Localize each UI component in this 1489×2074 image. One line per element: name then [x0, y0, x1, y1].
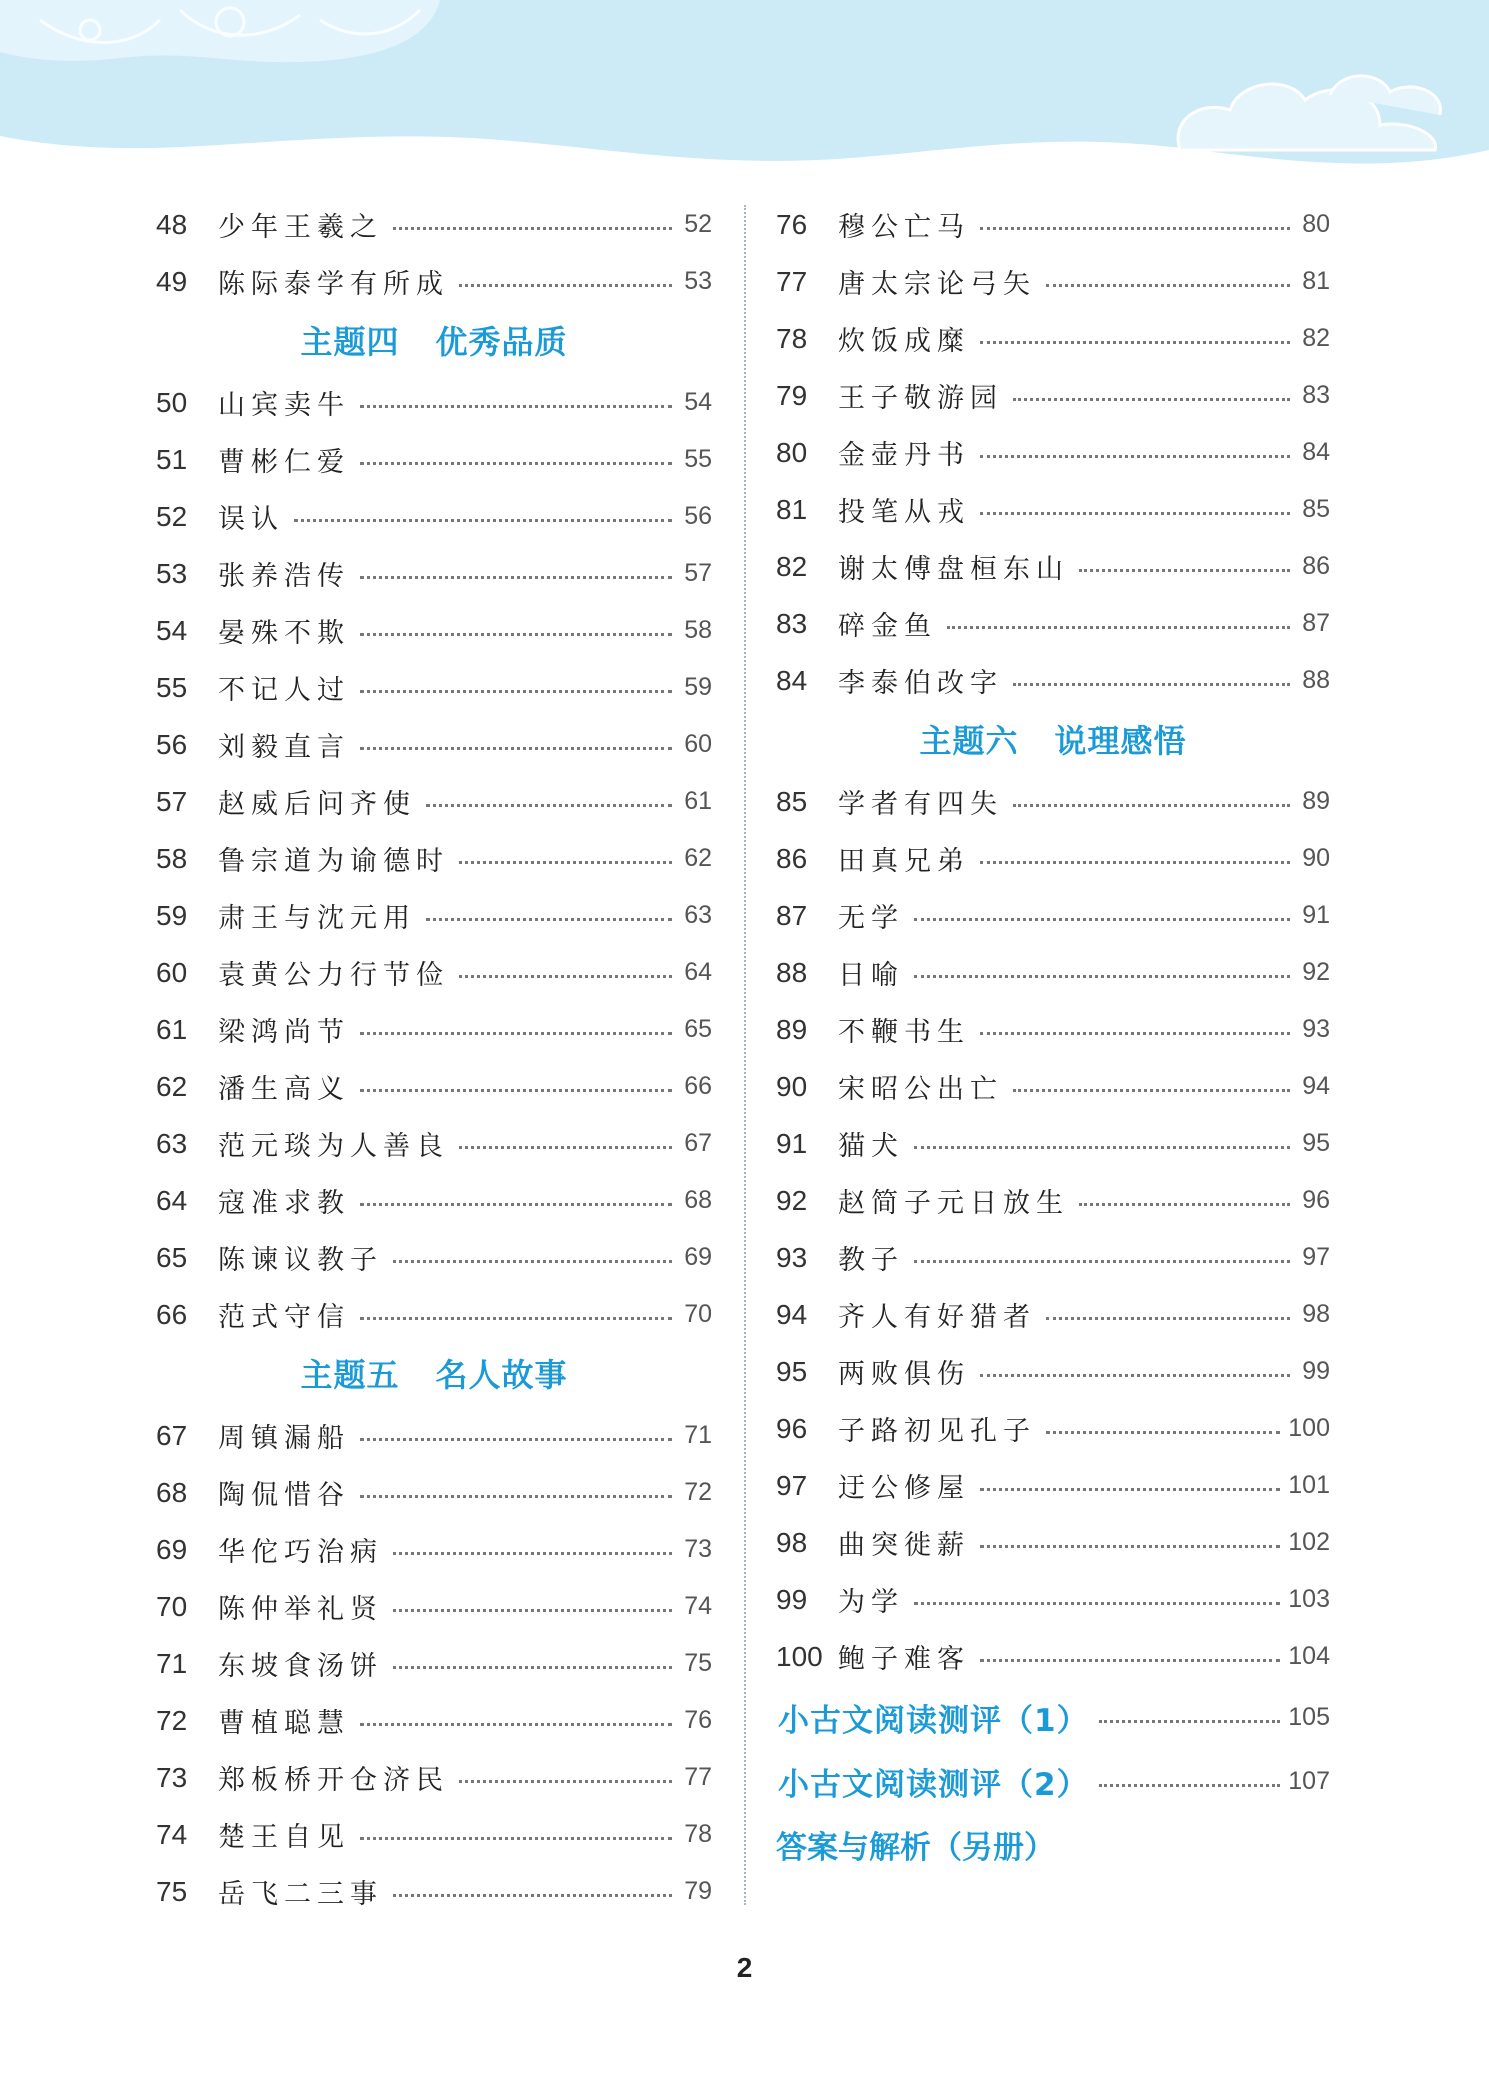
dot-leader — [360, 1317, 672, 1320]
entry-title: 潘生高义 — [218, 1074, 350, 1105]
toc-entry[interactable] — [156, 1229, 712, 1286]
entry-page: 57 — [684, 559, 712, 587]
entry-title: 晏殊不欺 — [218, 618, 350, 649]
theme-name: 优秀品质 — [435, 323, 568, 361]
entry-number: 97 — [776, 1469, 808, 1501]
dot-leader — [459, 284, 672, 287]
entry-title: 无学 — [838, 903, 904, 934]
toc-entry[interactable] — [776, 1172, 1330, 1229]
toc-entry[interactable] — [156, 1172, 712, 1229]
toc-entry[interactable] — [156, 1115, 712, 1172]
entry-number: 74 — [156, 1818, 188, 1850]
entry-page: 77 — [684, 1763, 712, 1791]
entry-number: 72 — [156, 1704, 188, 1736]
entry-title: 张养浩传 — [218, 561, 350, 592]
toc-entry[interactable] — [156, 773, 712, 830]
entry-number: 69 — [156, 1533, 188, 1565]
entry-title: 学者有四失 — [838, 789, 1003, 820]
entry-page: 99 — [1302, 1357, 1330, 1385]
toc-entry[interactable] — [776, 538, 1330, 595]
toc-entry[interactable] — [776, 253, 1330, 310]
dot-leader — [980, 1374, 1290, 1377]
entry-title: 田真兄弟 — [838, 846, 970, 877]
entry-page: 53 — [684, 267, 712, 295]
entry-number: 95 — [776, 1355, 808, 1387]
toc-entry[interactable] — [156, 253, 712, 310]
toc-entry[interactable] — [156, 830, 712, 887]
entry-title: 齐人有好猎者 — [838, 1302, 1036, 1333]
entry-page: 97 — [1302, 1243, 1330, 1271]
entry-title: 赵威后问齐使 — [218, 789, 416, 820]
entry-number: 80 — [776, 436, 808, 468]
column-divider — [744, 205, 746, 1905]
entry-title: 肃王与沈元用 — [218, 903, 416, 934]
toc-entry[interactable] — [776, 595, 1330, 652]
toc-entry[interactable] — [776, 1514, 1330, 1571]
toc-entry[interactable] — [156, 944, 712, 1001]
toc-entry[interactable] — [156, 374, 712, 431]
entry-page: 104 — [1288, 1642, 1330, 1670]
entry-page: 89 — [1302, 787, 1330, 815]
entry-number: 84 — [776, 664, 808, 696]
dot-leader — [1013, 683, 1290, 686]
entry-page: 90 — [1302, 844, 1330, 872]
dot-leader — [459, 1780, 672, 1783]
entry-title: 李泰伯改字 — [838, 668, 1003, 699]
dot-leader — [980, 1659, 1280, 1662]
dot-leader — [1013, 1089, 1290, 1092]
toc-entry[interactable] — [156, 545, 712, 602]
entry-page: 81 — [1302, 267, 1330, 295]
dot-leader — [459, 1146, 672, 1149]
dot-leader — [1099, 1720, 1281, 1723]
toc-entry[interactable] — [156, 1749, 712, 1806]
entry-number: 90 — [776, 1070, 808, 1102]
assessment-title: 小古文阅读测评（2） — [778, 1766, 1089, 1803]
entry-page: 59 — [684, 673, 712, 701]
dot-leader — [360, 633, 672, 636]
entry-page: 52 — [684, 210, 712, 238]
entry-number: 65 — [156, 1241, 188, 1273]
entry-title: 日喻 — [838, 960, 904, 991]
dot-leader — [947, 626, 1290, 629]
dot-leader — [294, 519, 672, 522]
dot-leader — [980, 227, 1290, 230]
toc-entry[interactable] — [156, 196, 712, 253]
toc-entry[interactable] — [776, 773, 1330, 830]
entry-page: 61 — [684, 787, 712, 815]
entry-number: 68 — [156, 1476, 188, 1508]
entry-title: 梁鸿尚节 — [218, 1017, 350, 1048]
dot-leader — [360, 1495, 672, 1498]
entry-title: 曹彬仁爱 — [218, 447, 350, 478]
entry-number: 50 — [156, 386, 188, 418]
toc-entry[interactable] — [776, 1001, 1330, 1058]
entry-page: 84 — [1302, 438, 1330, 466]
entry-page: 72 — [684, 1478, 712, 1506]
entry-page: 68 — [684, 1186, 712, 1214]
entry-title: 周镇漏船 — [218, 1423, 350, 1454]
entry-page: 80 — [1302, 210, 1330, 238]
assessment-title: 小古文阅读测评（1） — [778, 1702, 1089, 1739]
theme-label: 主题五 — [300, 1356, 400, 1394]
toc-entry[interactable] — [776, 1286, 1330, 1343]
entry-number: 81 — [776, 493, 808, 525]
entry-page: 105 — [1288, 1702, 1330, 1731]
entry-page: 76 — [684, 1706, 712, 1734]
dot-leader — [393, 1260, 672, 1263]
entry-number: 70 — [156, 1590, 188, 1622]
entry-title: 误认 — [218, 504, 284, 535]
dot-leader — [980, 341, 1290, 344]
entry-page: 65 — [684, 1015, 712, 1043]
entry-number: 82 — [776, 550, 808, 582]
entry-number: 77 — [776, 265, 808, 297]
entry-title: 炊饭成糜 — [838, 326, 970, 357]
entry-number: 93 — [776, 1241, 808, 1273]
toc-entry[interactable] — [776, 1343, 1330, 1400]
entry-title: 子路初见孔子 — [838, 1416, 1036, 1447]
entry-page: 55 — [684, 445, 712, 473]
dot-leader — [914, 1146, 1290, 1149]
section-heading-theme-5 — [156, 1343, 712, 1407]
dot-leader — [1013, 398, 1290, 401]
entry-number: 92 — [776, 1184, 808, 1216]
entry-title: 唐太宗论弓矢 — [838, 269, 1036, 300]
entry-page: 85 — [1302, 495, 1330, 523]
dot-leader — [393, 227, 672, 230]
dot-leader — [360, 1089, 672, 1092]
entry-number: 88 — [776, 956, 808, 988]
entry-title: 山宾卖牛 — [218, 390, 350, 421]
entry-number: 100 — [776, 1640, 823, 1672]
entry-title: 楚王自见 — [218, 1822, 350, 1853]
toc-entry[interactable] — [776, 1229, 1330, 1286]
dot-leader — [360, 747, 672, 750]
entry-page: 54 — [684, 388, 712, 416]
entry-title: 鲁宗道为谕德时 — [218, 846, 449, 877]
entry-title: 两败俱伤 — [838, 1359, 970, 1390]
entry-title: 陈仲举礼贤 — [218, 1594, 383, 1625]
entry-title: 王子敬游园 — [838, 383, 1003, 414]
entry-page: 96 — [1302, 1186, 1330, 1214]
dot-leader — [393, 1552, 672, 1555]
toc-entry[interactable] — [156, 1286, 712, 1343]
toc-entry[interactable] — [776, 652, 1330, 709]
entry-page: 86 — [1302, 552, 1330, 580]
dot-leader — [980, 861, 1290, 864]
entry-number: 59 — [156, 899, 188, 931]
entry-title: 鲍子难客 — [838, 1644, 970, 1675]
entry-title: 穆公亡马 — [838, 212, 970, 243]
entry-number: 98 — [776, 1526, 808, 1558]
entry-page: 102 — [1288, 1528, 1330, 1556]
entry-page: 83 — [1302, 381, 1330, 409]
toc-right-column — [776, 196, 1330, 1883]
entry-number: 48 — [156, 208, 188, 240]
entry-number: 61 — [156, 1013, 188, 1045]
entry-number: 89 — [776, 1013, 808, 1045]
dot-leader — [360, 576, 672, 579]
entry-page: 107 — [1288, 1766, 1330, 1795]
dot-leader — [459, 975, 672, 978]
entry-page: 62 — [684, 844, 712, 872]
dot-leader — [360, 462, 672, 465]
entry-number: 62 — [156, 1070, 188, 1102]
entry-page: 93 — [1302, 1015, 1330, 1043]
theme-label: 主题四 — [300, 323, 400, 361]
entry-title: 为学 — [838, 1587, 904, 1618]
toc-entry[interactable] — [776, 367, 1330, 424]
toc-entry[interactable] — [156, 1521, 712, 1578]
entry-number: 83 — [776, 607, 808, 639]
entry-page: 98 — [1302, 1300, 1330, 1328]
toc-entry[interactable] — [156, 1578, 712, 1635]
entry-page: 100 — [1288, 1414, 1330, 1442]
dot-leader — [393, 1894, 672, 1897]
theme-name: 名人故事 — [435, 1356, 568, 1394]
dot-leader — [980, 1545, 1280, 1548]
dot-leader — [393, 1609, 672, 1612]
entry-title: 刘毅直言 — [218, 732, 350, 763]
entry-title: 陈际泰学有所成 — [218, 269, 449, 300]
toc-entry[interactable] — [776, 887, 1330, 944]
toc-entry[interactable] — [156, 1806, 712, 1863]
toc-entry[interactable] — [156, 887, 712, 944]
entry-page: 95 — [1302, 1129, 1330, 1157]
entry-title: 赵简子元日放生 — [838, 1188, 1069, 1219]
dot-leader — [980, 1032, 1290, 1035]
toc-entry[interactable] — [156, 431, 712, 488]
entry-title: 投笔从戎 — [838, 497, 970, 528]
toc-entry-assessment-1[interactable] — [776, 1685, 1330, 1749]
dot-leader — [426, 804, 672, 807]
toc-entry[interactable] — [156, 1407, 712, 1464]
decorative-cloud-banner — [0, 0, 1489, 180]
entry-page: 66 — [684, 1072, 712, 1100]
entry-number: 57 — [156, 785, 188, 817]
entry-number: 91 — [776, 1127, 808, 1159]
toc-entry[interactable] — [156, 1863, 712, 1920]
entry-number: 94 — [776, 1298, 808, 1330]
dot-leader — [360, 1203, 672, 1206]
toc-entry[interactable] — [776, 1571, 1330, 1628]
dot-leader — [914, 1602, 1280, 1605]
entry-title: 教子 — [838, 1245, 904, 1276]
toc-entry[interactable] — [776, 1400, 1330, 1457]
dot-leader — [1079, 569, 1290, 572]
entry-number: 53 — [156, 557, 188, 589]
entry-title: 宋昭公出亡 — [838, 1074, 1003, 1105]
entry-title: 范元琰为人善良 — [218, 1131, 449, 1162]
entry-page: 88 — [1302, 666, 1330, 694]
entry-number: 67 — [156, 1419, 188, 1451]
entry-number: 52 — [156, 500, 188, 532]
entry-number: 58 — [156, 842, 188, 874]
entry-number: 60 — [156, 956, 188, 988]
toc-entry[interactable] — [156, 1692, 712, 1749]
entry-title: 不鞭书生 — [838, 1017, 970, 1048]
entry-page: 73 — [684, 1535, 712, 1563]
toc-entry-assessment-2[interactable] — [776, 1749, 1330, 1813]
entry-title: 曲突徙薪 — [838, 1530, 970, 1561]
toc-entry[interactable] — [776, 944, 1330, 1001]
entry-page: 63 — [684, 901, 712, 929]
theme-name: 说理感悟 — [1054, 722, 1187, 760]
entry-number: 99 — [776, 1583, 808, 1615]
entry-page: 60 — [684, 730, 712, 758]
entry-page: 91 — [1302, 901, 1330, 929]
entry-title: 曹植聪慧 — [218, 1708, 350, 1739]
entry-title: 郑板桥开仓济民 — [218, 1765, 449, 1796]
entry-page: 82 — [1302, 324, 1330, 352]
dot-leader — [360, 1837, 672, 1840]
entry-number: 76 — [776, 208, 808, 240]
dot-leader — [914, 918, 1290, 921]
entry-title: 少年王羲之 — [218, 212, 383, 243]
section-heading-theme-4 — [156, 310, 712, 374]
entry-number: 85 — [776, 785, 808, 817]
dot-leader — [1046, 284, 1290, 287]
section-heading-theme-6 — [776, 709, 1330, 773]
toc-entry[interactable] — [156, 716, 712, 773]
toc-entry[interactable] — [776, 1628, 1330, 1685]
entry-title: 陶侃惜谷 — [218, 1480, 350, 1511]
toc-entry[interactable] — [776, 830, 1330, 887]
dot-leader — [914, 1260, 1290, 1263]
dot-leader — [426, 918, 672, 921]
dot-leader — [980, 1488, 1280, 1491]
dot-leader — [360, 1723, 672, 1726]
entry-number: 63 — [156, 1127, 188, 1159]
toc-entry[interactable] — [156, 1058, 712, 1115]
toc-entry[interactable] — [156, 659, 712, 716]
dot-leader — [459, 861, 672, 864]
entry-number: 49 — [156, 265, 188, 297]
entry-page: 56 — [684, 502, 712, 530]
entry-title: 寇准求教 — [218, 1188, 350, 1219]
entry-page: 75 — [684, 1649, 712, 1677]
entry-title: 岳飞二三事 — [218, 1879, 383, 1910]
entry-title: 碎金鱼 — [838, 611, 937, 642]
dot-leader — [360, 1438, 672, 1441]
dot-leader — [1099, 1784, 1281, 1787]
dot-leader — [1046, 1431, 1280, 1434]
entry-title: 陈谏议教子 — [218, 1245, 383, 1276]
entry-number: 71 — [156, 1647, 188, 1679]
entry-number: 56 — [156, 728, 188, 760]
toc-entry[interactable] — [776, 310, 1330, 367]
entry-page: 70 — [684, 1300, 712, 1328]
entry-page: 78 — [684, 1820, 712, 1848]
entry-page: 92 — [1302, 958, 1330, 986]
toc-entry[interactable] — [776, 424, 1330, 481]
toc-entry[interactable] — [776, 481, 1330, 538]
toc-entry[interactable] — [776, 1058, 1330, 1115]
dot-leader — [360, 1032, 672, 1035]
dot-leader — [1079, 1203, 1290, 1206]
toc-entry[interactable] — [776, 1457, 1330, 1514]
entry-page: 79 — [684, 1877, 712, 1905]
entry-number: 78 — [776, 322, 808, 354]
entry-title: 猫犬 — [838, 1131, 904, 1162]
entry-number: 66 — [156, 1298, 188, 1330]
entry-title: 华佗巧治病 — [218, 1537, 383, 1568]
entry-number: 79 — [776, 379, 808, 411]
entry-title: 袁黄公力行节俭 — [218, 960, 449, 991]
entry-page: 103 — [1288, 1585, 1330, 1613]
entry-number: 87 — [776, 899, 808, 931]
entry-page: 101 — [1288, 1471, 1330, 1499]
answers-entry[interactable]: 答案与解析（另册） — [776, 1830, 1055, 1866]
dot-leader — [360, 405, 672, 408]
dot-leader — [393, 1666, 672, 1669]
entry-number: 64 — [156, 1184, 188, 1216]
entry-number: 96 — [776, 1412, 808, 1444]
entry-title: 范式守信 — [218, 1302, 350, 1333]
dot-leader — [1046, 1317, 1290, 1320]
entry-title: 迂公修屋 — [838, 1473, 970, 1504]
entry-number: 73 — [156, 1761, 188, 1793]
dot-leader — [1013, 804, 1290, 807]
toc-left-column — [156, 196, 712, 1920]
entry-page: 94 — [1302, 1072, 1330, 1100]
dot-leader — [360, 690, 672, 693]
toc-entry[interactable] — [156, 1635, 712, 1692]
entry-page: 69 — [684, 1243, 712, 1271]
theme-label: 主题六 — [919, 722, 1019, 760]
entry-number: 51 — [156, 443, 188, 475]
entry-title: 不记人过 — [218, 675, 350, 706]
entry-number: 86 — [776, 842, 808, 874]
entry-number: 55 — [156, 671, 188, 703]
toc-entry[interactable] — [156, 1001, 712, 1058]
entry-page: 74 — [684, 1592, 712, 1620]
entry-page: 58 — [684, 616, 712, 644]
entry-title: 金壶丹书 — [838, 440, 970, 471]
entry-page: 71 — [684, 1421, 712, 1449]
dot-leader — [980, 512, 1290, 515]
page-number: 2 — [736, 1952, 753, 1983]
toc-entry[interactable] — [776, 196, 1330, 253]
toc-entry[interactable] — [156, 488, 712, 545]
toc-entry[interactable] — [776, 1115, 1330, 1172]
toc-entry[interactable] — [156, 602, 712, 659]
entry-page: 64 — [684, 958, 712, 986]
entry-title: 东坡食汤饼 — [218, 1651, 383, 1682]
entry-page: 67 — [684, 1129, 712, 1157]
entry-number: 75 — [156, 1875, 188, 1907]
toc-entry[interactable] — [156, 1464, 712, 1521]
dot-leader — [914, 975, 1290, 978]
entry-page: 87 — [1302, 609, 1330, 637]
entry-title: 谢太傅盘桓东山 — [838, 554, 1069, 585]
dot-leader — [980, 455, 1290, 458]
entry-number: 54 — [156, 614, 188, 646]
